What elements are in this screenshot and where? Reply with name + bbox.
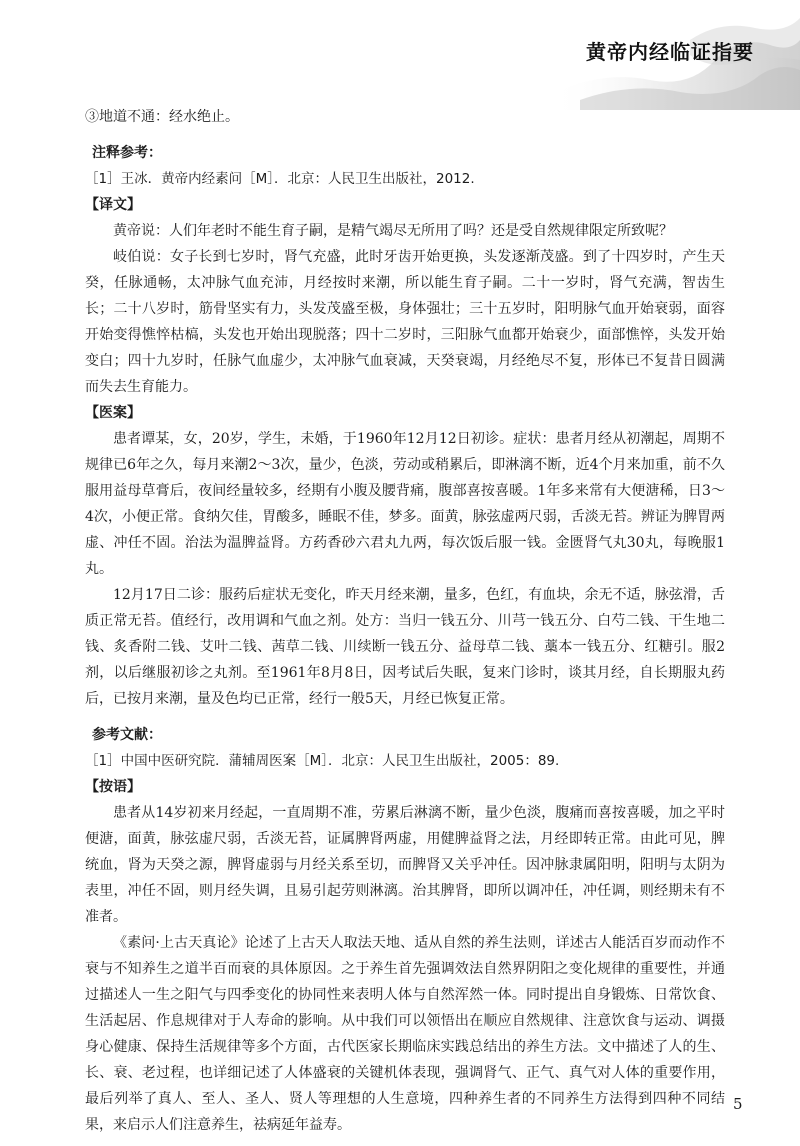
translation-paragraph: 黄帝说：人们年老时不能生育子嗣，是精气竭尽无所用了吗？还是受自然规律限定所致呢？ [113,223,673,239]
item-3-text: ③地道不通：经水绝止。 [85,109,239,125]
page-content [85,104,725,1138]
commentary-heading: 【按语】 [85,779,141,795]
translation-paragraph: 岐伯说：女子长到七岁时，肾气充盛，此时牙齿开始更换，头发逐渐茂盛。到了十四岁时，产生天癸，任脉通畅，太冲脉气血充沛，月经按时来潮，所以能生育子嗣。二十一岁时，肾气充满，智齿生长；二十八岁时，筋骨坚实有力，头发茂盛至极，身体强壮；三十五岁时，阳明脉气血开始衰弱，面容开始变得憔悴枯槁，头发也开始出现脱落；四十二岁时，三阳脉气血都开始衰少，面部憔悴，头发开始变白；四十九岁时，任脉气血虚少，太冲脉气血衰减，天癸衰竭，月经绝尽不复，形体已不复昔日圆满而失去生育能力。 [85,249,725,395]
references-entry: ［1］中国中医研究院．蒲辅周医案［M］．北京：人民卫生出版社，2005：89. [85,753,560,769]
translation-heading: 【译文】 [85,197,141,213]
commentary-paragraph: 《素问·上古天真论》论述了上古天人取法天地、适从自然的养生法则，详述古人能活百岁而动作不衰与不知养生之道半百而衰的具体原因。之于养生首先强调效法自然界阴阳之变化规律的重要性，并通过描述人一生之阳气与四季变化的协同性来表明人体与自然浑然一体。同时提出自身锻炼、日常饮食、生活起居、作息规律对于人寿命的影响。从中我们可以领悟出在顺应自然规律、注意饮食与运动、调摄身心健康、保持生活规律等多个方面，古代医家长期临床实践总结出的养生方法。文中描述了人的生、长、衰、老过程，也详细记述了人体盛衰的关键机体表现，强调肾气、正气、真气对人体的重要作用，最后列举了真人、至人、圣人、贤人等理想的人生意境，四种养生者的不同养生方法得到四种不同结果，来启示人们注意养生，祛病延年益寿。 [85,935,725,1133]
commentary-paragraph: 患者从14岁初来月经起，一直周期不准，劳累后淋漓不断，量少色淡，腹痛而喜按喜暖，加之平时便溏，面黄，脉弦虚尺弱，舌淡无苔，证属脾肾两虚，用健脾益肾之法，月经即转正常。由此可见，脾统血，肾为天癸之源，脾肾虚弱与月经关系至切，而脾肾又关乎冲任。因冲脉隶属阳明，阳明与太阴为表里，冲任不固，则月经失调，且易引起劳则淋漓。治其脾肾，即所以调冲任，冲任调，则经期未有不准者。 [85,805,725,925]
case-paragraph: 12月17日二诊：服药后症状无变化，昨天月经来潮，量多，色红，有血块，余无不适，脉弦滑，舌质正常无苔。值经行，改用调和气血之剂。处方：当归一钱五分、川芎一钱五分、白芍二钱、干生地二钱、炙香附二钱、艾叶二钱、茜草二钱、川续断一钱五分、益母草二钱、藁本一钱五分、红糖引。服2剂，以后继服初诊之丸剂。至1961年8月8日，因考试后失眠，复来门诊时，谈其月经，自长期服丸药后，已按月来潮，量及色均已正常，经行一般5天，月经已恢复正常。 [85,587,725,707]
page-number: 5 [733,1095,743,1113]
notes-reference: ［1］王冰．黄帝内经素问［M］．北京：人民卫生出版社，2012. [85,171,475,187]
running-header-title: 黄帝内经临证指要 [586,40,754,64]
references-heading: 参考文献： [92,727,162,743]
case-heading: 【医案】 [85,405,141,421]
notes-heading: 注释参考： [92,145,162,161]
case-paragraph: 患者谭某，女，20岁，学生，未婚，于1960年12月12日初诊。症状：患者月经从初潮起，周期不规律已6年之久，每月来潮2～3次，量少，色淡，劳动或稍累后，即淋漓不断，近4个月来加重，前不久服用益母草膏后，夜间经量较多，经期有小腹及腰背痛，腹部喜按喜暖。1年多来常有大便溏稀，日3～4次，小便正常。食纳欠佳，胃酸多，睡眠不佳，梦多。面黄，脉弦虚两尺弱，舌淡无苔。辨证为脾胃两虚、冲任不固。治法为温脾益肾。方药香砂六君丸九两，每次饭后服一钱。金匮肾气丸30丸，每晚服1丸。 [85,431,725,577]
